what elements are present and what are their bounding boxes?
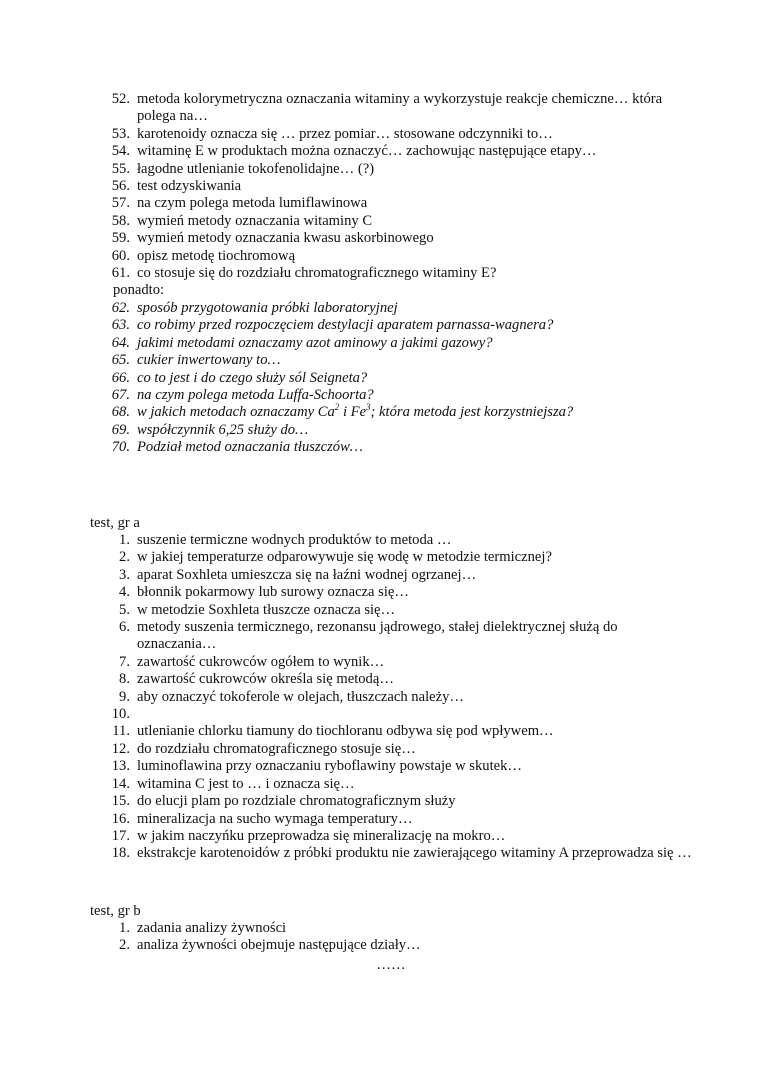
list-item <box>0 230 700 247</box>
list-item <box>0 126 700 143</box>
question-list-gr-a <box>0 532 700 863</box>
item-text: na czym polega metoda lumiflawinowa <box>137 195 368 212</box>
item-number: 57. <box>111 195 130 212</box>
question-list-gr-b <box>0 920 700 955</box>
item-number: 2. <box>119 549 130 566</box>
list-item <box>0 549 700 566</box>
item-number: 15. <box>111 793 130 810</box>
item-number: 58. <box>111 212 130 229</box>
list-item <box>0 143 700 160</box>
list-item <box>0 602 700 619</box>
list-item <box>0 352 700 369</box>
question-list-italic <box>0 300 700 457</box>
list-item <box>0 248 700 265</box>
list-item <box>0 793 700 810</box>
item-number: 70. <box>111 439 130 456</box>
item-text: wymień metody oznaczania witaminy C <box>137 212 373 229</box>
list-item <box>0 689 700 706</box>
item-text: witamina C jest to … i oznacza się… <box>137 775 355 792</box>
item-number: 14. <box>111 775 130 792</box>
superscript-charge: 3 <box>366 402 371 413</box>
list-item <box>0 584 700 601</box>
item-text: analiza żywności obejmuje następujące działy… <box>137 937 421 954</box>
item-number: 17. <box>111 827 130 844</box>
list-item <box>0 178 700 195</box>
list-item <box>0 845 700 862</box>
item-number: 18. <box>111 845 130 862</box>
item-number: 62. <box>111 299 130 316</box>
list-item <box>0 828 700 845</box>
list-item <box>0 671 700 688</box>
item-text: cukier inwertowany to… <box>137 352 281 369</box>
item-number: 63. <box>111 317 130 334</box>
list-item <box>0 422 700 439</box>
list-item <box>0 195 700 212</box>
list-item <box>0 387 700 404</box>
item-text: w jakiej temperaturze odparowywuje się wodę w metodzie termicznej? <box>137 549 552 566</box>
list-item <box>0 811 700 828</box>
item-text: co robimy przed rozpoczęciem destylacji aparatem parnassa-wagnera? <box>137 317 554 334</box>
item-number: 8. <box>119 671 130 688</box>
list-item <box>0 619 700 654</box>
item-number: 64. <box>111 334 130 351</box>
item-text: Podział metod oznaczania tłuszczów… <box>137 439 363 456</box>
item-number: 52. <box>111 91 130 107</box>
list-item <box>0 300 700 317</box>
ponadto-label: ponadto: <box>113 282 165 299</box>
item-number: 5. <box>119 601 130 618</box>
list-item <box>0 654 700 671</box>
item-number: 66. <box>111 369 130 386</box>
item-number: 54. <box>111 143 130 160</box>
item-text: utlenianie chlorku tiamuny do tiochloranu odbywa się pod wpływem… <box>137 723 554 740</box>
item-text-post: ; która metoda jest korzystniejsza? <box>370 404 574 421</box>
item-text: metody suszenia termicznego, rezonansu jądrowego, stałej dielektrycznej służą do oznaczania… <box>137 619 618 653</box>
item-text: opisz metodę tiochromową <box>137 247 296 264</box>
item-number: 69. <box>111 421 130 438</box>
item-number: 7. <box>119 653 130 670</box>
item-number: 68. <box>111 404 130 421</box>
item-number: 1. <box>119 532 130 548</box>
ellipsis-continuation: …… <box>376 957 406 973</box>
item-text: co stosuje się do rozdziału chromatograficznego witaminy E? <box>137 265 497 282</box>
item-number: 3. <box>119 566 130 583</box>
item-text: na czym polega metoda Luffa-Schoorta? <box>137 386 374 403</box>
item-number: 4. <box>119 584 130 601</box>
item-text: do rozdziału chromatograficznego stosuje się… <box>137 740 416 757</box>
item-text: aparat Soxhleta umieszcza się na łaźni wodnej ogrzanej… <box>137 566 477 583</box>
item-text: luminoflawina przy oznaczaniu ryboflawiny powstaje w skutek… <box>137 758 523 775</box>
item-text: w jakim naczyńku przeprowadza się mineralizację na mokro… <box>137 827 506 844</box>
item-number: 59. <box>111 230 130 247</box>
item-text-mid: i Fe <box>339 404 367 421</box>
list-item <box>0 532 700 549</box>
list-item <box>0 937 700 954</box>
list-item <box>0 776 700 793</box>
question-list-plain <box>0 91 700 282</box>
list-item <box>0 335 700 352</box>
item-text: w metodzie Soxhleta tłuszcze oznacza się… <box>137 601 396 618</box>
list-item <box>0 920 700 937</box>
item-text: test odzyskiwania <box>137 178 242 195</box>
section-heading-gr-b: test, gr b <box>90 903 141 919</box>
item-text-pre: w jakich metodach oznaczamy Ca <box>137 404 335 421</box>
item-text: jakimi metodami oznaczamy azot aminowy a jakimi gazowy? <box>137 334 493 351</box>
item-text: wymień metody oznaczania kwasu askorbinowego <box>137 230 434 247</box>
list-item <box>0 213 700 230</box>
list-item <box>0 265 700 282</box>
section-questions-52-70 <box>0 91 700 457</box>
list-item <box>0 91 700 126</box>
item-text: co to jest i do czego służy sól Seigneta? <box>137 369 368 386</box>
item-number: 56. <box>111 178 130 195</box>
section-test-gr-a <box>0 532 700 863</box>
item-text: zadania analizy żywności <box>137 920 287 936</box>
item-number: 11. <box>112 723 130 740</box>
item-text: suszenie termiczne wodnych produktów to metoda … <box>137 532 452 548</box>
item-text: aby oznaczyć tokoferole w olejach, tłuszczach należy… <box>137 688 464 705</box>
item-number: 9. <box>119 688 130 705</box>
item-text: metoda kolorymetryczna oznaczania witaminy a wykorzystuje reakcje chemiczne… która polega na… <box>137 91 663 125</box>
item-text: łagodne utlenianie tokofenolidajne… (?) <box>137 160 375 177</box>
list-item <box>0 723 700 740</box>
item-text: współczynnik 6,25 służy do… <box>137 421 309 438</box>
item-number: 10. <box>111 706 130 723</box>
superscript-charge: 2 <box>334 402 340 413</box>
item-number: 13. <box>111 758 130 775</box>
item-number: 12. <box>111 740 130 757</box>
item-text: zawartość cukrowców określa się metodą… <box>137 671 394 688</box>
list-item <box>0 317 700 334</box>
item-text: do elucji plam po rozdziale chromatograficznym służy <box>137 793 456 810</box>
section-test-gr-b <box>0 920 700 955</box>
item-text: zawartość cukrowców ogółem to wynik… <box>137 653 385 670</box>
item-text: mineralizacja na sucho wymaga temperatury… <box>137 810 413 827</box>
item-text: karotenoidy oznacza się … przez pomiar… stosowane odczynniki to… <box>137 125 553 142</box>
item-text: ekstrakcje karotenoidów z próbki produktu nie zawierającego witaminy A przeprowadza się … <box>137 845 692 862</box>
section-heading-gr-a: test, gr a <box>90 515 140 531</box>
item-text: błonnik pokarmowy lub surowy oznacza się… <box>137 584 409 601</box>
item-number: 1. <box>119 920 130 936</box>
list-item-68 <box>0 404 700 421</box>
item-number: 6. <box>119 619 130 636</box>
list-item <box>0 758 700 775</box>
list-item <box>0 706 700 723</box>
item-text: witaminę E w produktach można oznaczyć… zachowując następujące etapy… <box>137 143 597 160</box>
list-item <box>0 567 700 584</box>
item-number: 60. <box>111 247 130 264</box>
item-number: 2. <box>119 937 130 954</box>
list-item <box>0 741 700 758</box>
list-item <box>0 161 700 178</box>
list-item <box>0 370 700 387</box>
item-number: 16. <box>111 810 130 827</box>
item-number: 55. <box>111 160 130 177</box>
item-number: 67. <box>111 386 130 403</box>
item-number: 61. <box>111 265 130 282</box>
item-text: sposób przygotowania próbki laboratoryjnej <box>137 299 398 316</box>
item-number: 53. <box>111 125 130 142</box>
list-item <box>0 439 700 456</box>
item-number: 65. <box>111 352 130 369</box>
